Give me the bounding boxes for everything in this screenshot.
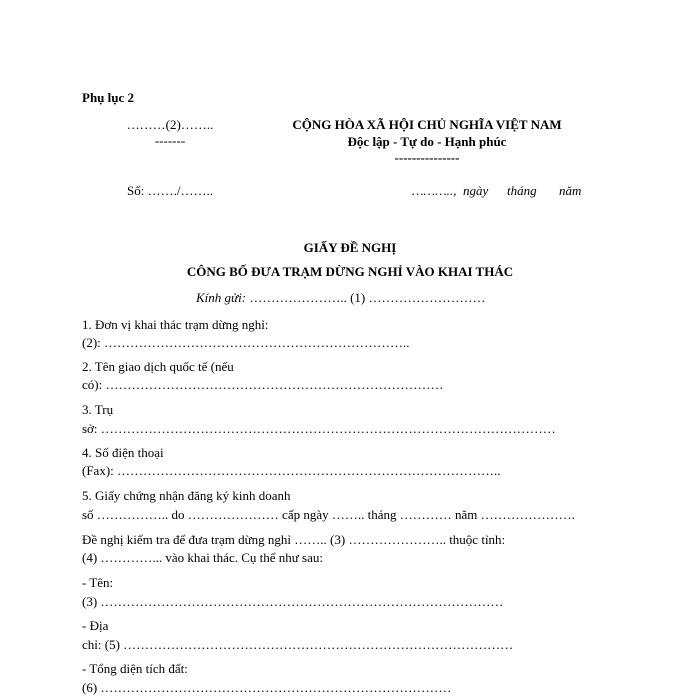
field-1-value: (2): ……………………………………………………………..	[82, 335, 410, 350]
document-number: Số: ……./……..	[127, 183, 213, 198]
recipient-value: ………………….. (1) ………………………	[249, 290, 486, 305]
station-name-label: - Tên:	[82, 575, 114, 590]
field-1-label: 1. Đơn vị khai thác trạm dừng nghỉ:	[82, 317, 269, 332]
land-area-label: - Tổng diện tích đất:	[82, 661, 188, 676]
date-month-label: tháng	[507, 183, 537, 198]
date-place: ………..,	[412, 183, 457, 198]
date-year-label: năm	[559, 183, 582, 198]
land-area-value: (6) ………………………………………………………………………	[82, 680, 452, 695]
document-subtitle: CÔNG BỐ ĐƯA TRẠM DỪNG NGHỈ VÀO KHAI THÁC	[186, 264, 514, 279]
field-3-label: 3. Trụ	[82, 402, 114, 417]
field-4-value: (Fax): ……………………………………………………………………………..	[82, 463, 501, 478]
org-name-placeholder: ………(2)……..	[126, 117, 214, 132]
recipient-label: Kính gửi:	[196, 290, 247, 305]
country-name: CỘNG HÒA XÃ HỘI CHỦ NGHĨA VIỆT NAM	[292, 117, 562, 132]
org-underline: -------	[154, 133, 186, 148]
document-title: GIẤY ĐỀ NGHỊ	[303, 240, 397, 255]
date-day-label: ngày	[463, 183, 489, 198]
station-name-value: (3) …………………………………………………………………………………	[82, 594, 504, 609]
recipient-line	[196, 290, 486, 306]
field-4-label: 4. Số điện thoại	[82, 445, 164, 460]
station-address-value: chỉ: (5) ………………………………………………………………………………	[82, 637, 514, 652]
field-2-label: 2. Tên giao dịch quốc tế (nếu	[82, 359, 234, 374]
field-5-value: số …………….. do ………………… cấp ngày …….. tháng ………… năm ………………….	[82, 507, 575, 522]
national-motto: Độc lập - Tự do - Hạnh phúc	[347, 134, 507, 149]
field-3-value: sở: ……………………………………………………………………………………………	[82, 421, 556, 436]
field-5-label: 5. Giấy chứng nhận đăng ký kinh doanh	[82, 488, 291, 503]
appendix-label: Phụ lục 2	[82, 90, 135, 105]
station-address-label: - Địa	[82, 618, 109, 633]
field-2-value: có): ……………………………………………………………………	[82, 377, 444, 392]
request-line-1: Đề nghị kiểm tra để đưa trạm dừng nghỉ …….. (3) ………………….. thuộc tỉnh:	[82, 532, 506, 547]
motto-underline: ---------------	[394, 150, 460, 165]
request-line-2: (4) …………... vào khai thác. Cụ thể như sau:	[82, 550, 324, 565]
